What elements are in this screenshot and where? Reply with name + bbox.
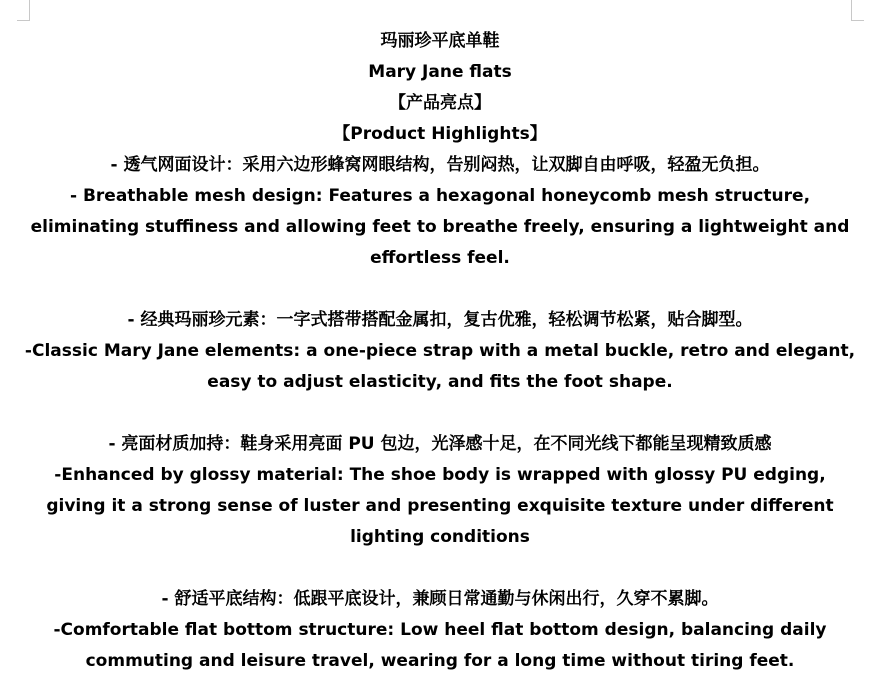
feature-mary-jane-english: -Classic Mary Jane elements: a one-piece strap with a metal buckle, retro and elegant, easy to adjust elasticity, and fits the foot shape.: [24, 341, 856, 392]
title-english: Mary Jane flats: [368, 62, 512, 82]
feature-mesh-english: - Breathable mesh design: Features a hexagonal honeycomb mesh structure, eliminating stuffiness and allowing feet to breathe freely, ensuring a lightweight and effortless feel.: [30, 186, 850, 268]
feature-glossy-chinese: - 亮面材质加持：鞋身采用亮面 PU 包边，光泽感十足，在不同光线下都能呈现精致质感: [108, 434, 772, 454]
page-corner-mark-top-right: [851, 0, 864, 21]
highlights-heading-chinese: 【产品亮点】: [389, 93, 491, 113]
paragraph-spacer: [20, 274, 860, 305]
feature-glossy-english: -Enhanced by glossy material: The shoe body is wrapped with glossy PU edging, giving it a strong sense of luster and presenting exquisite texture under different lighting conditions: [46, 465, 834, 547]
paragraph-spacer: [20, 398, 860, 429]
document-body: [20, 26, 860, 677]
feature-mesh-chinese: - 透气网面设计：采用六边形蜂窝网眼结构，告别闷热，让双脚自由呼吸，轻盈无负担。: [110, 155, 770, 175]
title-chinese: 玛丽珍平底单鞋: [380, 31, 500, 51]
page-corner-mark-top-left: [17, 0, 30, 21]
highlights-heading-english: 【Product Highlights】: [333, 124, 547, 144]
paragraph-spacer: [20, 553, 860, 584]
feature-flat-bottom-chinese: - 舒适平底结构：低跟平底设计，兼顾日常通勤与休闲出行，久穿不累脚。: [161, 589, 719, 609]
feature-mary-jane-chinese: - 经典玛丽珍元素：一字式搭带搭配金属扣，复古优雅，轻松调节松紧，贴合脚型。: [127, 310, 753, 330]
feature-flat-bottom-english: -Comfortable flat bottom structure: Low heel flat bottom design, balancing daily commuting and leisure travel, wearing for a long time without tiring feet.: [53, 620, 827, 671]
